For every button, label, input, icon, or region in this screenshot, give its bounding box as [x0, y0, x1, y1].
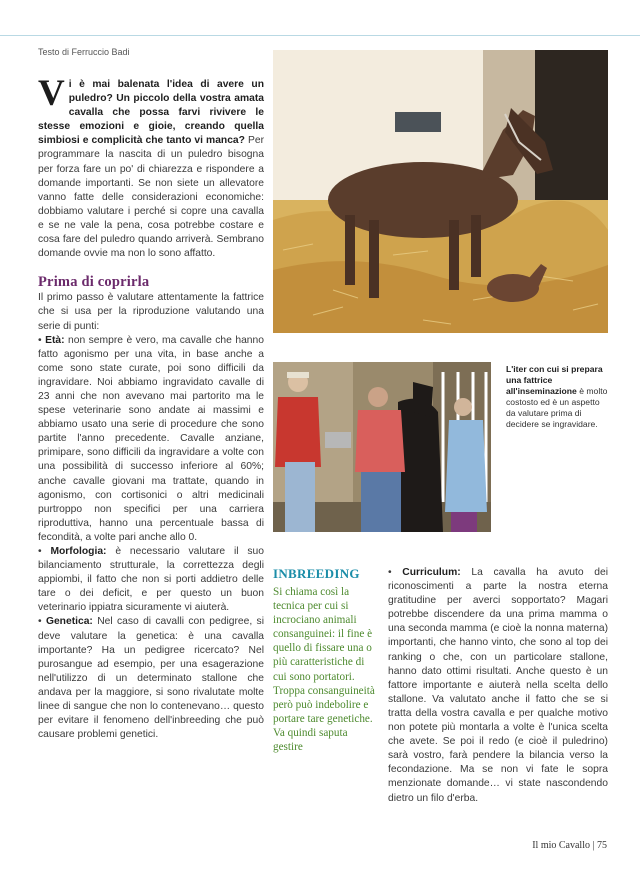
bullet-label: Curriculum:	[402, 567, 461, 578]
bullet-text: Nel caso di cavalli con pedigree, si deve valutare la genetica: è una cavalla importante? Ha un pedigree ricercato? Nel purosangue ad esempio, per una esagerazione nell'utilizzo di un determinato stallone che andava per la maggiore, si sono rivalutate molte linee di sangue che non lo contenevano… questo per evitare il fenomeno dell'inbreeding che può causare problemi genetici.	[38, 616, 264, 741]
author-credit: Testo di Ferruccio Badi	[38, 47, 130, 57]
bullet-label: Età:	[45, 334, 65, 346]
bullet-text: non sempre è vero, ma cavalle che hanno fatto agonismo per una vita, in base anche a come sono state curate, poi sono difficili da ingravidare. Noi abbiamo ingravidato cavalle di 23 anni che non avevano mai partorito ma le spese veterinarie sono andate ai massimi e abbiamo usato una serie di procedure che sono partite l'anno precedente. Cavalle anziane, primipare, sono difficili da ingravidare a volte con una possibilità di successo inferiore al 60%; anche cavalle giovani ma trattate, quando in agonismo, con cortisonici o altri medicinali purtroppo non specifici per una carriera riproduttiva, hanno una percentuale bassa di fecondità, a volte pari anche allo 0.	[38, 334, 264, 543]
section-intro: Il primo passo è valutare attentamente la fattrice che si usa per la riproduzione valutando una serie di punti:	[38, 292, 264, 332]
bullet-morfologia: • Morfologia: è necessario valutare il suo bilanciamento strutturale, la correttezza degli appiombi, il fatto che non si porti addietro delle tare o dei deficit, e per questo un buon veterinario ippiatra sicuramente vi aiuterà.	[38, 546, 264, 614]
section-heading: Prima di coprirla	[38, 274, 150, 291]
bullet-text: La cavalla ha avuto dei riconoscimenti a parte la nostra eterna gratitudine per averci sopportato? Magari potrebbe discendere da una prima mamma o una seconda mamma (e cioè la nonna materna) importanti, che hanno vinto, che sono al top dei ranking o che, con un particolare stallone, hanno dato ottimi risultati. Anche questo è un fattore importante e aiuterà nella scelta dello stallone. Va valutato anche il fatto che se si tratta della vostra cavalla e per qualche motivo non potete più montarla a volte è l'unica scelta che avete. Se poi il redo (e cioè il puledrino) sarà vostro, farà pendere la bilancia verso la fecondazione. Ma se non vi fate le sopra menzionate domande… vi state nascondendo dietro un filo d'erba.	[388, 567, 608, 804]
left-column	[38, 73, 264, 742]
drop-cap: V	[38, 73, 65, 114]
right-column	[388, 566, 608, 806]
page-footer: Il mio Cavallo | 75	[532, 840, 607, 851]
caption-text: è molto costosto ed è un aspetto da valutare prima di decidere se ingravidare.	[506, 386, 608, 429]
bullet-curriculum: • Curriculum: La cavalla ha avuto dei riconoscimenti a parte la nostra eterna gratitudine per averci sopportato? Magari potrebbe discendere da una prima mamma o una seconda mamma (e cioè la nonna materna) importanti, che hanno vinto, che sono al top dei ranking o che, con un particolare stallone, hanno dato ottimi risultati. Anche questo è un fattore importante e aiuterà nella scelta dello stallone. Va valutato anche il fatto che se si tratta della vostra cavalla e per qualche motivo non potete più montarla a volte è l'unica scelta che avete. Se poi il redo (e cioè il puledrino) sarà vostro, farà pendere la bilancia verso la fecondazione. Ma se non vi fate le sopra menzionate domande… vi state nascondendo dietro un filo d'erba.	[388, 567, 608, 804]
sidebar-text: Si chiama così la tecnica per cui si incrociano animali consanguinei: il fine è quello di fissare una o più caratteristiche di cui sono portatori. Troppa consanguineità però può indebolire e portare tare genetiche. Va quindi saputa gestire	[273, 586, 375, 754]
caption-bold: L'iter con cui si prepara una fattrice all'inseminazione	[506, 364, 603, 396]
photo-caption	[506, 364, 610, 430]
sidebar-title: INBREEDING	[273, 566, 360, 581]
intro-bold: i è mai balenata l'idea di avere un puledro? Un piccolo della vostra amata cavalla che possa farvi rivivere le stesse emozioni e gioie, creando quella simbiosi e complicità che tanto vi manca?	[38, 79, 264, 147]
bullet-label: Genetica:	[45, 616, 93, 628]
inbreeding-box	[273, 566, 379, 754]
bullet-text: è necessario valutare il suo bilanciamento strutturale, la correttezza degli appiombi, il fatto che non si porti addietro delle tare o dei deficit, e per questo un buon veterinario ippiatra sicuramente vi aiuterà.	[38, 546, 264, 614]
bullet-genetica: • Genetica: Nel caso di cavalli con pedigree, si deve valutare la genetica: è una cavalla importante? Ha un pedigree ricercato? Nel purosangue ad esempio, per una esagerazione nell'utilizzo di un determinato stallone che andava per la maggiore, si sono rivalutate molte linee di sangue che non lo contenevano… questo per evitare il fenomeno dell'inbreeding che può causare problemi genetici.	[38, 616, 264, 741]
photo-vet-team	[273, 362, 491, 532]
bullet-label: Morfologia:	[50, 546, 107, 557]
top-rule	[0, 35, 640, 36]
photo-mare-foal	[273, 50, 608, 333]
bullet-eta: • Età: non sempre è vero, ma cavalle che hanno fatto agonismo per una vita, in base anche a come sono state curate, poi sono difficili da ingravidare. Noi abbiamo ingravidato cavalle di 23 anni che non avevano mai partorito ma le spese veterinarie sono andate ai massimi e abbiamo usato una serie di procedure che sono partite l'anno precedente. Cavalle anziane, primipare, sono difficili da ingravidare a volte con una possibilità di successo inferiore al 60%; anche cavalle giovani ma trattate, quando in agonismo, con cortisonici o altri medicinali purtroppo non specifici per una carriera riproduttiva, hanno una percentuale bassa di fecondità, a volte pari anche allo 0.	[38, 334, 264, 543]
intro-paragraph	[38, 73, 264, 261]
intro-text: Per programmare la nascita di un puledro bisogna per forza fare un po' di chiarezza e rispondere a domande importanti. Se non siete un allevatore vanno fatte delle considerazioni economiche: dobbiamo valutare i perché si copre una cavalla e se ne vale la pena, cosa potrebbe costare e cosa fare del puledro quando arriverà. Sembrano domande ovvie ma non lo sono affatto.	[38, 135, 264, 260]
